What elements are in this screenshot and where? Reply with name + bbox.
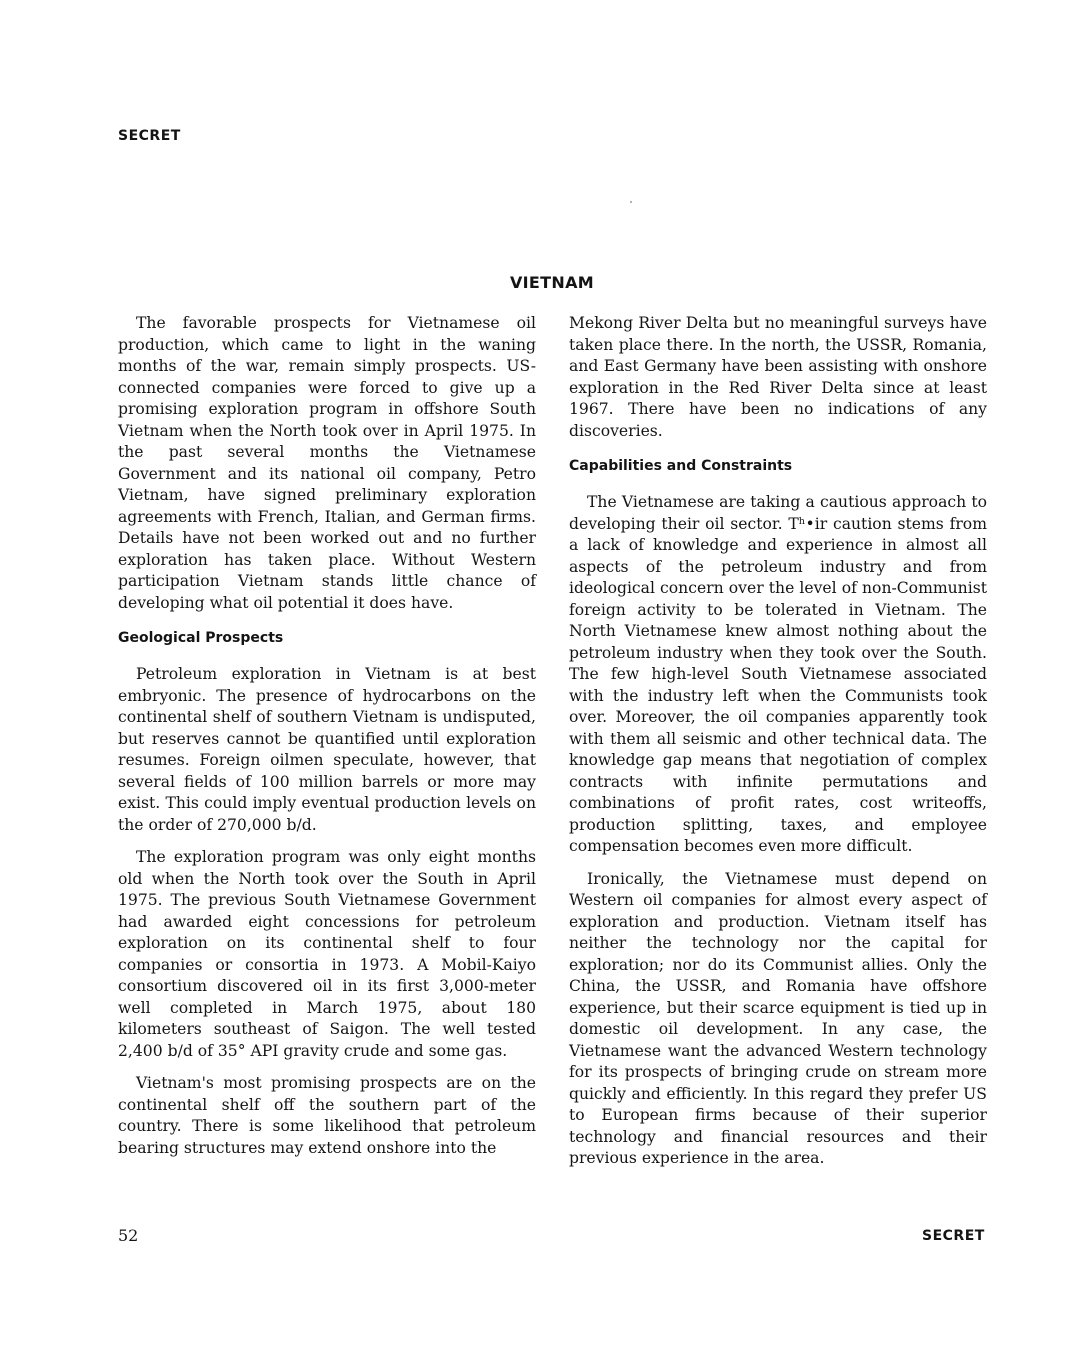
right-column bbox=[569, 313, 987, 1181]
section-heading-geological-prospects: Geological Prospects bbox=[118, 630, 284, 646]
left-column bbox=[118, 313, 536, 1170]
intro-paragraph: The favorable prospects for Vietnamese oil production, which came to light in the waning months of the war, remain simply prospects. US-connected companies were forced to give up a promising exploration program in offshore South Vietnam when the North took over in April 1975. In the past several months the Vietnamese Government and its national oil company, Petro Vietnam, have signed preliminary exploration agreements with French, Italian, and German firms. Details have not been worked out and no further exploration has taken place. Without Western participation Vietnam stands little chance of developing what oil potential it does have. bbox=[118, 314, 536, 612]
geology-paragraph-2: The exploration program was only eight months old when the North took over the South in April 1975. The previous South Vietnamese Government had awarded eight concessions for petroleum exploration on its continental shelf to four companies or consortia in 1973. A Mobil-Kaiyo consortium discovered oil in its first 3,000-meter well completed in March 1975, about 180 kilometers southeast of Saigon. The well tested 2,400 b/d of 35° API gravity crude and some gas. bbox=[118, 848, 536, 1060]
classification-marking-top: SECRET bbox=[118, 128, 181, 144]
geology-paragraph-3: Vietnam's most promising prospects are on the continental shelf off the southern part of the country. There is some likelihood that petroleum bearing structures may extend onshore into the bbox=[118, 1074, 536, 1157]
scan-speck bbox=[630, 201, 632, 203]
capabilities-paragraph-1: The Vietnamese are taking a cautious approach to developing their oil sector. Tʰ•ir caution stems from a lack of knowledge and experience in almost all aspects of the petroleum industry and from ideological concern over the level of non-Communist foreign activity to be tolerated in Vietnam. The North Vietnamese knew almost nothing about the petroleum industry when they took over the South. The few high-level South Vietnamese associated with the industry left when the Communists took over. Moreover, the oil companies apparently took with them all seismic and other technical data. The knowledge gap means that negotiation of complex contracts with infinite permutations and combinations of profit rates, cost writeoffs, production splitting, taxes, and employee compensation becomes even more difficult. bbox=[569, 493, 987, 855]
geology-paragraph-1: Petroleum exploration in Vietnam is at best embryonic. The presence of hydrocarbons on the continental shelf of southern Vietnam is undisputed, but reserves cannot be quantified until exploration resumes. Foreign oilmen speculate, however, that several fields of 100 million barrels or more may exist. This could imply eventual production levels on the order of 270,000 b/d. bbox=[118, 665, 536, 834]
geology-paragraph-continued: Mekong River Delta but no meaningful surveys have taken place there. In the north, the USSR, Romania, and East Germany have been assisting with onshore exploration in the Red River Delta since at least 1967. There have been no indications of any discoveries. bbox=[569, 314, 987, 440]
section-heading-capabilities-constraints: Capabilities and Constraints bbox=[569, 458, 793, 474]
classification-marking-bottom: SECRET bbox=[922, 1228, 985, 1244]
page-title: VIETNAM bbox=[510, 273, 594, 292]
capabilities-paragraph-2: Ironically, the Vietnamese must depend on Western oil companies for almost every aspect of exploration and production. Vietnam itself has neither the technology nor the capital for exploration; nor do its Communist allies. Only the China, the USSR, and Romania have offshore experience, but their scarce equipment is tied up in domestic oil development. In any case, the Vietnamese want the advanced Western technology for its prospects of bringing crude on stream more quickly and efficiently. In this regard they prefer US to European firms because of their superior technology and financial resources and their previous experience in the area. bbox=[569, 869, 987, 1167]
page-number: 52 bbox=[118, 1226, 139, 1245]
